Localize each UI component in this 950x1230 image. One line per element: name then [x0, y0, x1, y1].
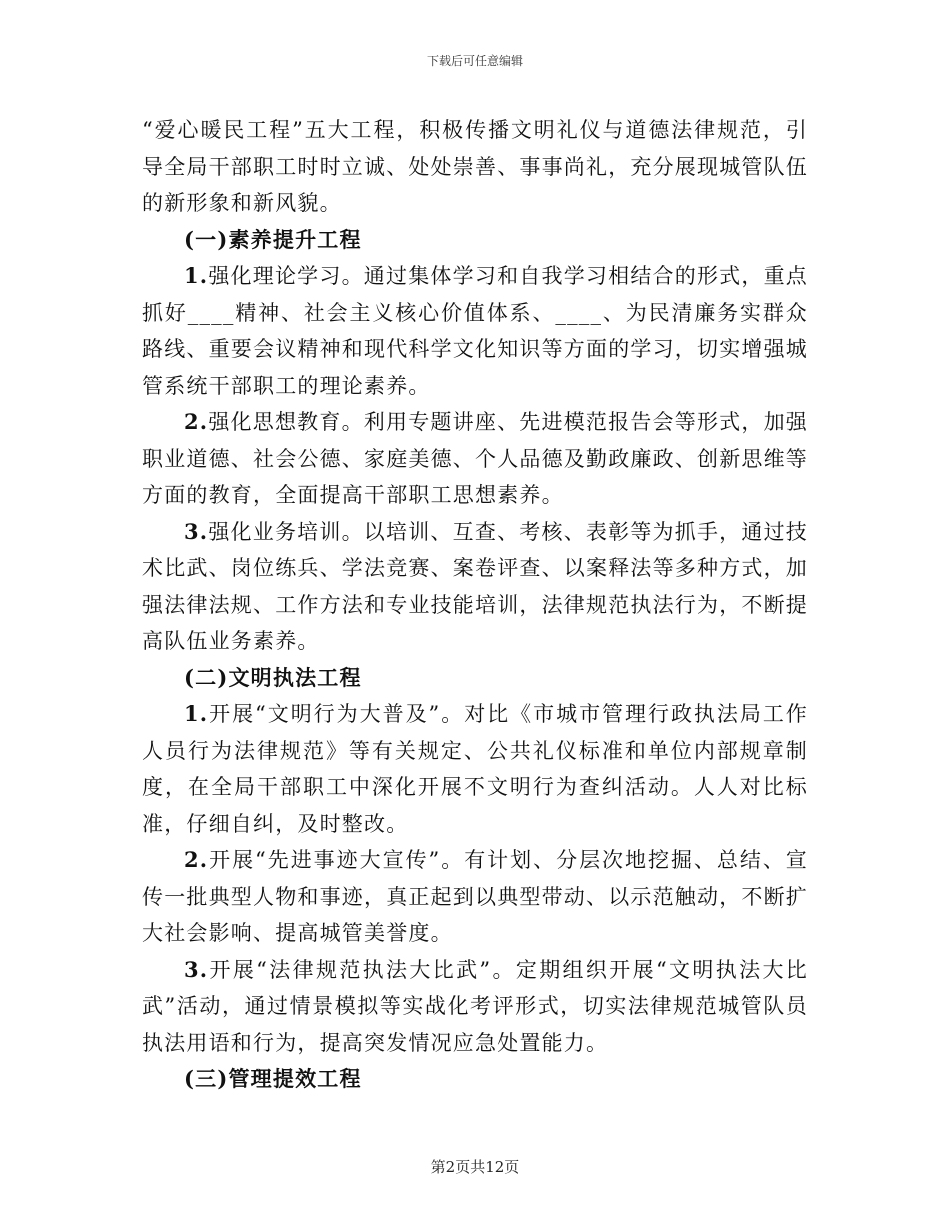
paragraph-business-training: [142, 514, 808, 660]
section-heading-1: (一)素养提升工程: [184, 226, 362, 252]
paragraph-theory-study: [142, 258, 808, 404]
item-number: 3.: [184, 518, 209, 544]
paragraph-text: 强化理论学习。通过集体学习和自我学习相结合的形式，重点抓好____精神、社会主义核心价值体系、____、为民清廉务实群众路线、重要会议精神和现代科学文化知识等方面的学习，切实增强城管系统干部职工的理论素养。: [142, 264, 808, 398]
paragraph-advanced-deeds: [142, 842, 808, 952]
document-body: [142, 112, 808, 1098]
paragraph-law-enforcement-contest: [142, 952, 808, 1062]
paragraph-civilized-behavior: [142, 696, 808, 842]
section-heading-3: (三)管理提效工程: [184, 1066, 362, 1091]
paragraph-text: 开展“法律规范执法大比武”。定期组织开展“文明执法大比武”活动，通过情景模拟等实战化考评形式，切实法律规范城管队员执法用语和行为，提高突发情况应急处置能力。: [142, 957, 808, 1055]
item-number: 2.: [184, 409, 209, 434]
paragraph-text: 开展“先进事迹大宣传”。有计划、分层次地挖掘、总结、宣传一批典型人物和事迹，真正起到以典型带动、以示范触动，不断扩大社会影响、提高城管美誉度。: [142, 848, 808, 945]
page-header: 下载后可任意编辑: [426, 54, 523, 68]
paragraph-intro: “爱心暖民工程”五大工程，积极传播文明礼仪与道德法律规范，引导全局干部职工时时立诚、处处崇善、事事尚礼，充分展现城管队伍的新形象和新风貌。: [142, 118, 808, 215]
paragraph-text: 强化业务培训。以培训、互查、考核、表彰等为抓手，通过技术比武、岗位练兵、学法竞赛、案卷评查、以案释法等多种方式，加强法律法规、工作方法和专业技能培训，法律规范执法行为，不断提高队伍业务素养。: [142, 519, 808, 653]
item-number: 3.: [184, 956, 209, 982]
section-heading-2: (二)文明执法工程: [184, 664, 362, 690]
item-number: 1.: [184, 263, 209, 288]
paragraph-text: 开展“文明行为大普及”。对比《市城市管理行政执法局工作人员行为法律规范》等有关规定、公共礼仪标准和单位内部规章制度，在全局干部职工中深化开展不文明行为查纠活动。人人对比标准，仔细自纠，及时整改。: [142, 702, 808, 836]
item-number: 1.: [184, 701, 209, 726]
paragraph-text: 强化思想教育。利用专题讲座、先进模范报告会等形式，加强职业道德、社会公德、家庭美德、个人品德及勤政廉政、创新思维等方面的教育，全面提高干部职工思想素养。: [142, 410, 808, 507]
item-number: 2.: [184, 847, 209, 872]
paragraph-ideology-education: [142, 404, 808, 514]
page-footer: 第2页共12页: [430, 1158, 520, 1176]
